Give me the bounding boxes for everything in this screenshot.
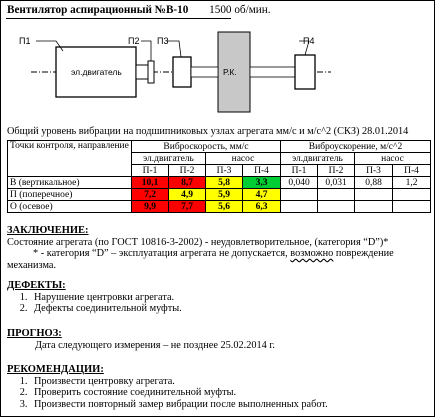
rk-label: Р.К. [223,67,237,77]
report-header [7,4,271,16]
conclusion-line3: механизма. [7,259,57,271]
list-item: 1. Нарушение центровки агрегата. [30,292,182,304]
bearing-p4 [295,55,315,89]
table-row [8,177,431,189]
point-header: П-2 [169,165,206,177]
table-row [8,189,431,201]
row-label: В (вертикальное) [8,177,132,189]
intro-text: Общий уровень вибрации на подшипниковых узлах агрегата мм/с и м/с^2 (СКЗ) 28.01.2014 [7,126,409,137]
list-item: 2. Дефекты соединительной муфты. [30,303,182,315]
speed-cell: 7,2 [132,189,169,201]
speed-cell: 10,1 [132,177,169,189]
point-label-p3: П3 [157,36,169,46]
list-item: 1. Произвести центровку агрегата. [30,376,328,388]
list-item: 2. Проверить состояние соединительной муфты. [30,387,328,399]
forecast-title: ПРОГНОЗ: [7,328,62,339]
shaft-segment-2 [250,67,295,77]
defects-section [7,280,182,315]
table-row [8,201,431,213]
fan-speed: 1500 об/мин. [209,4,271,16]
speed-pump-header: насос [206,153,281,165]
conclusion-line2 [7,248,432,260]
conclusion-title: ЗАКЛЮЧЕНИЕ: [7,225,89,236]
corner-header: Точки контроля, направление [8,141,132,177]
accel-cell [281,201,318,213]
speed-cell: 5,8 [206,177,243,189]
recommendations-list [7,376,328,411]
conclusion-line2-pre: * - категория “D” – эксплуатация агрегата не допускается, [33,248,291,260]
conclusion-line1: Состояние агрегата (по ГОСТ 10816-3-2002) - неудовлетворительное, (категория “D”)* [7,236,389,248]
shaft-segment [191,67,218,77]
conclusion-line2-post: повреждение [333,248,394,260]
accel-cell [393,189,431,201]
coupling [148,61,154,83]
fan-name: Вентилятор аспирационный №В-10 [7,4,189,16]
unit-schematic [1,27,435,127]
forecast-section [7,328,275,351]
accel-cell: 0,88 [355,177,393,189]
motor-label: эл.двигатель [71,67,122,77]
speed-cell: 3,3 [243,177,281,189]
conclusion-line2-squiggle: возможно [290,248,334,260]
leader-p3 [167,41,181,57]
conclusion-section [7,225,432,271]
accel-cell [393,201,431,213]
defects-title: ДЕФЕКТЫ: [7,280,66,291]
speed-cell: 6,3 [243,201,281,213]
point-header: П-2 [318,165,355,177]
accel-cell [318,189,355,201]
speed-cell: 5,9 [206,189,243,201]
point-header: П-4 [243,165,281,177]
group-speed-header: Виброскорость, мм/с [132,141,281,153]
accel-cell: 1,2 [393,177,431,189]
point-header: П-3 [355,165,393,177]
speed-motor-header: эл.двигатель [132,153,206,165]
point-header: П-1 [281,165,318,177]
speed-cell: 4,7 [243,189,281,201]
forecast-text: Дата следующего измерения – не позднее 25.02.2014 г. [35,339,276,351]
point-header: П-4 [393,165,431,177]
recommendations-section [7,364,328,410]
speed-cell: 7,7 [169,201,206,213]
point-header: П-1 [132,165,169,177]
accel-cell [355,189,393,201]
point-label-p4: П4 [303,36,315,46]
defects-list [7,292,182,315]
motor-shaft-stub [136,65,148,79]
bearing-p3 [173,57,191,87]
leader-p2 [141,41,151,61]
group-accel-header: Виброускорение, м/с^2 [281,141,431,153]
accel-cell [318,201,355,213]
accel-cell: 0,031 [318,177,355,189]
accel-pump-header: насос [355,153,431,165]
accel-cell [355,201,393,213]
accel-cell: 0,040 [281,177,318,189]
list-item: 3. Произвести повторный замер вибрации после выполненных работ. [30,399,328,411]
vibration-table [7,140,431,213]
speed-cell: 4,9 [169,189,206,201]
speed-cell: 9,9 [132,201,169,213]
point-label-p1: П1 [19,36,31,46]
speed-cell: 5,6 [206,201,243,213]
point-header: П-3 [206,165,243,177]
accel-cell [281,189,318,201]
recommendations-title: РЕКОМЕНДАЦИИ: [7,364,104,375]
accel-motor-header: эл.двигатель [281,153,355,165]
speed-cell: 8,7 [169,177,206,189]
row-label: П (поперечное) [8,189,132,201]
row-label: О (осевое) [8,201,132,213]
header-underline [6,18,231,19]
point-label-p2: П2 [128,36,140,46]
